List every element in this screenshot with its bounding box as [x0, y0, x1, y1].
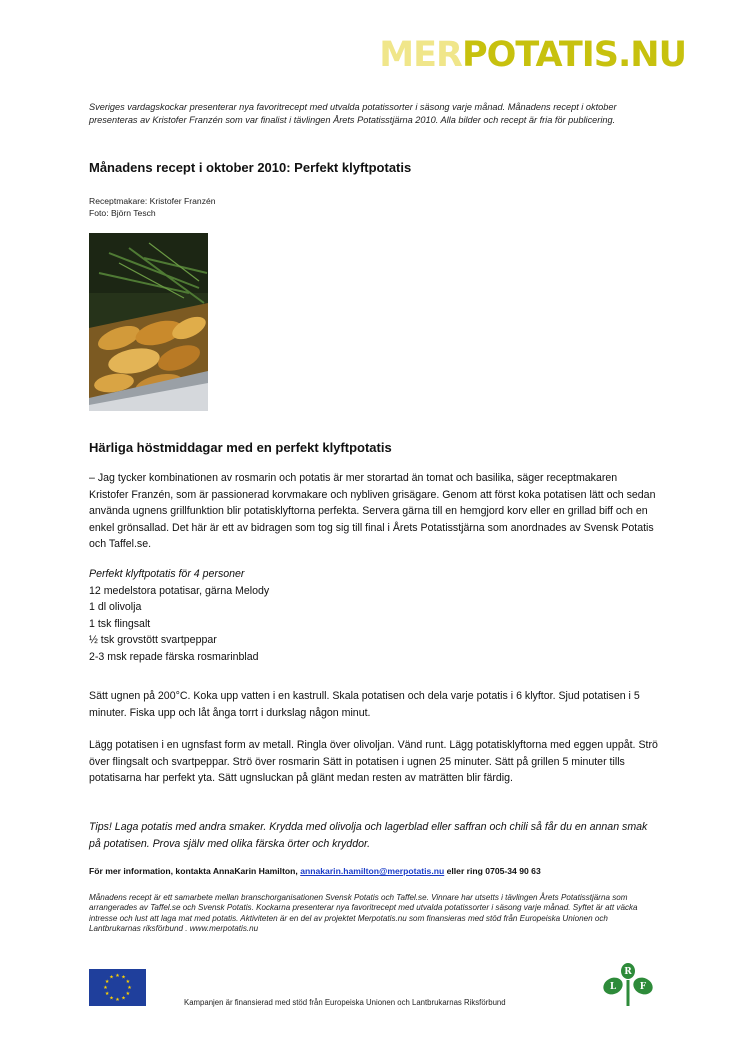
credits [89, 196, 216, 219]
merpotatis-logo [379, 35, 686, 75]
intro-paragraph: – Jag tycker kombinationen av rosmarin och potatis är mer storartad än tomat och basilika, säger receptmakaren Kristofer Franzén, som är passionerad korvmakare och nybliven grisägare. Genom att först koka potatisen lätt och sedan använda ugnens grillfunktion blir potatisklyftorna perfekta. Servera gärna till en hemgjord korv eller en grillad biff och en enkel grönsallad. Det här är ett av bidragen som tog sig till final i Årets Potatisstjärna som anordnades av Svensk Potatis och Taffel.se. [89, 472, 656, 550]
svg-text:★: ★ [104, 991, 110, 997]
svg-text:★: ★ [115, 997, 120, 1003]
lrf-letter-r: R [624, 967, 632, 977]
page-title: Månadens recept i oktober 2010: Perfekt klyftpotatis [89, 160, 412, 175]
svg-text:★: ★ [121, 974, 126, 981]
eu-flag-logo [89, 969, 146, 1006]
ingredient-item: ½ tsk grovstött svartpeppar [89, 634, 217, 646]
recipe-title: Perfekt klyftpotatis för 4 personer [89, 568, 245, 580]
contact-line [89, 866, 541, 876]
contact-suffix: eller ring 0705-34 90 63 [444, 866, 541, 876]
svg-text:★: ★ [125, 991, 131, 997]
logo-part-mer: MER [379, 35, 462, 75]
potato-wedges-photo [89, 233, 208, 411]
ingredient-item: 1 tsk flingsalt [89, 617, 151, 630]
footnote: Månadens recept är ett samarbete mellan branschorganisationen Svensk Potatis och Taffel.se. Vinnare har utsetts i tävlingen Årets Potatisstjärna som arrangerades av Taffel.se och Svensk Potatis. Kockarna presenterar nya favoritrecept med utvalda potatissorter i säsong varje månad. Syftet är att väcka intresse och lust att laga mat med potatis. Aktiviteten är en del av projektet Merpotatis.nu som finansieras med stöd från Europeiska Unionen och Lantbrukarnas riksförbund . www.merpotatis.nu [89, 893, 638, 934]
svg-text:★: ★ [121, 995, 126, 1002]
intro-text: Sveriges vardagskockar presenterar nya favoritrecept med utvalda potatissorter i säsong varje månad. Månadens recept i oktober presenteras av Kristofer Franzén som var finalist i tävlingen Årets Potatisstjärna 2010. Alla bilder och recept är fria för publicering. [89, 102, 617, 125]
contact-prefix: För mer information, kontakta AnnaKarin Hamilton, [89, 866, 301, 876]
lrf-letter-l: L [609, 982, 617, 992]
lrf-letter-f: F [639, 982, 647, 992]
eu-stars-icon [89, 969, 146, 1006]
svg-text:★: ★ [104, 979, 110, 985]
svg-text:★: ★ [115, 973, 120, 979]
recipe-maker-credit: Receptmakare: Kristofer Franzén [89, 196, 216, 206]
svg-text:★: ★ [109, 995, 114, 1002]
photo-credit: Foto: Björn Tesch [89, 207, 156, 218]
instructions-paragraph-1: Sätt ugnen på 200°C. Koka upp vatten i en kastrull. Skala potatisen och dela varje potatis i 6 klyftor. Sjud potatisen i 5 minuter. Fiska upp och låt ånga torrt i durkslag någon minut. [89, 690, 640, 719]
campaign-text: Kampanjen är finansierad med stöd från Europeiska Unionen och Lantbrukarnas Riksförbund [184, 998, 506, 1007]
ingredient-item: 2-3 msk repade färska rosmarinblad [89, 650, 259, 663]
recipe-block [89, 566, 659, 665]
ingredient-item: 1 dl olivolja [89, 601, 142, 613]
svg-text:★: ★ [127, 985, 132, 991]
svg-text:★: ★ [103, 985, 108, 991]
logo-part-potatis: POTATIS.NU [461, 35, 686, 75]
svg-text:★: ★ [109, 974, 114, 981]
svg-text:★: ★ [125, 979, 131, 985]
contact-email-link[interactable]: annakarin.hamilton@merpotatis.nu [300, 866, 445, 876]
lrf-leaf-icon [600, 962, 656, 1008]
photo-illustration [89, 233, 208, 411]
section-heading: Härliga höstmiddagar med en perfekt klyftpotatis [89, 440, 392, 455]
instructions-paragraph-2: Lägg potatisen i en ugnsfast form av metall. Ringla över olivoljan. Vänd runt. Lägg potatisklyftorna med eggen uppåt. Strö över flingsalt och svartpeppar. Strö över rosmarin Sätt in potatisen i ugnen 25 minuter. Sätt på grillen 5 minuter tills potatisarna har perfekt yta. Sätt ugnsluckan på glänt medan resten av maträtten blir färdig. [89, 739, 658, 784]
ingredient-item: 12 medelstora potatisar, gärna Melody [89, 584, 270, 597]
tips-paragraph: Tips! Laga potatis med andra smaker. Krydda med olivolja och lagerblad eller saffran och chili så får du en annan smak på potatisen. Prova själv med olika färska örter och kryddor. [89, 821, 648, 850]
lrf-logo [600, 962, 656, 1008]
